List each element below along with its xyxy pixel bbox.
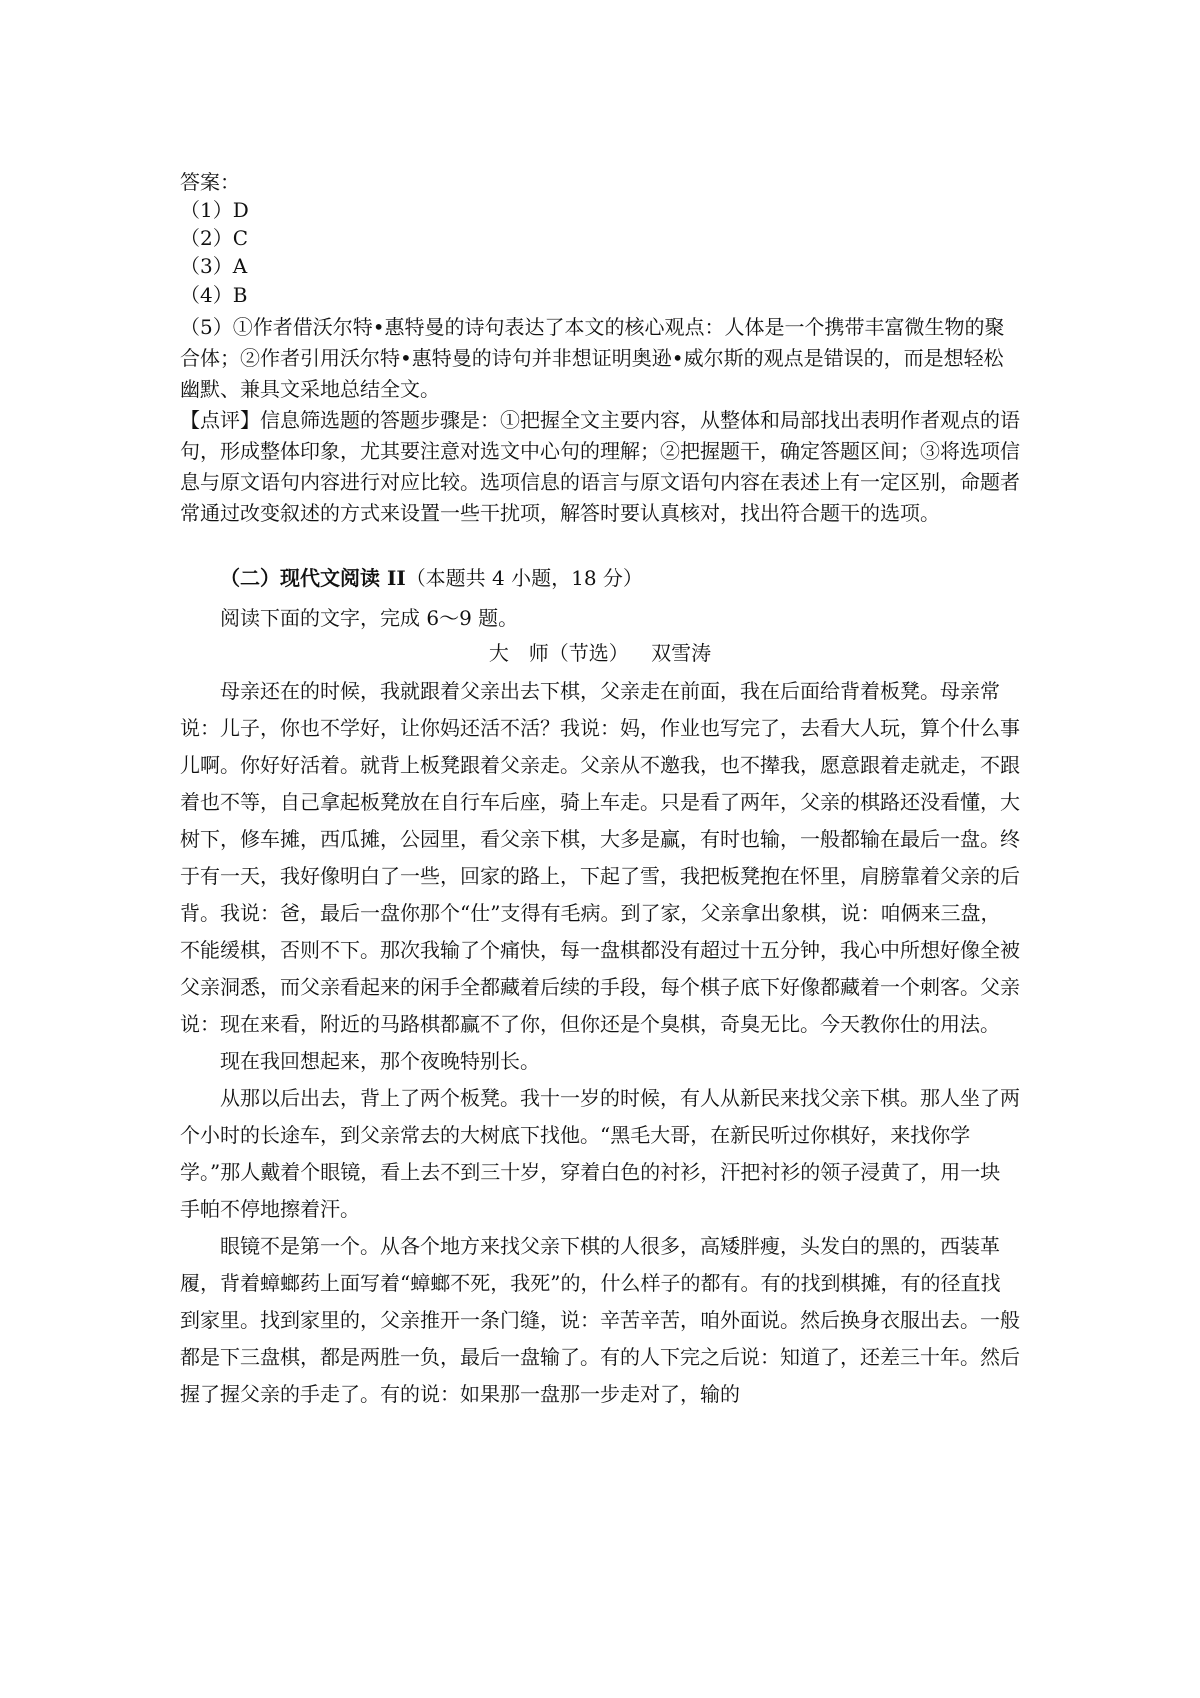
passage-paragraph: 眼镜不是第一个。从各个地方来找父亲下棋的人很多，高矮胖瘦，头发白的黑的，西装革履，背着蟑螂药上面写着“蟑螂不死，我死”的，什么样子的都有。有的找到棋摊，有的径直找到家里。找到家里的，父亲推开一条门缝，说：辛苦辛苦，咱外面说。然后换身衣服出去。一般都是下三盘棋，都是两胜一负，最后一盘输了。有的人下完之后说：知道了，还差三十年。然后握了握父亲的手走了。有的说：如果那一盘那一步走对了，输的	[180, 1234, 1020, 1406]
answer-block	[180, 312, 1020, 529]
answer-5: （5）①作者借沃尔特•惠特曼的诗句表达了本文的核心观点：人体是一个携带丰富微生物的聚合体；②作者引用沃尔特•惠特曼的诗句并非想证明奥逊•威尔斯的观点是错误的，而是想轻松幽默、兼具文采地总结全文。	[180, 315, 1005, 401]
answer-1: （1）D	[180, 198, 249, 222]
passage-paragraph: 从那以后出去，背上了两个板凳。我十一岁的时候，有人从新民来找父亲下棋。那人坐了两个小时的长途车，到父亲常去的大树底下找他。“黑毛大哥，在新民听过你棋好，来找你学学。”那人戴着个眼镜，看上去不到三十岁，穿着白色的衬衫，汗把衬衫的领子浸黄了，用一块手帕不停地擦着汗。	[180, 1086, 1020, 1221]
answer-heading: 答案：	[180, 170, 240, 194]
passage-author: 双雪涛	[651, 641, 712, 665]
passage-paragraph: 母亲还在的时候，我就跟着父亲出去下棋，父亲走在前面，我在后面给背着板凳。母亲常说：儿子，你也不学好，让你妈还活不活？我说：妈，作业也写完了，去看大人玩，算个什么事儿啊。你好好活着。就背上板凳跟着父亲走。父亲从不邀我，也不撵我，愿意跟着走就走，不跟着也不等，自己拿起板凳放在自行车后座，骑上车走。只是看了两年，父亲的棋路还没看懂，大树下，修车摊，西瓜摊，公园里，看父亲下棋，大多是赢，有时也输，一般都输在最后一盘。终于有一天，我好像明白了一些，回家的路上，下起了雪，我把板凳抱在怀里，肩膀靠着父亲的后背。我说：爸，最后一盘你那个“仕”支得有毛病。到了家，父亲拿出象棋，说：咱俩来三盘，不能缓棋，否则不下。那次我输了个痛快，每一盘棋都没有超过十五分钟，我心中所想好像全被父亲洞悉，而父亲看起来的闲手全都藏着后续的手段，每个棋子底下好像都藏着一个刺客。父亲说：现在来看，附近的马路棋都赢不了你，但你还是个臭棋，奇臭无比。今天教你仕的用法。	[180, 679, 1020, 1036]
answer-2: （2）C	[180, 226, 249, 250]
answer-4: （4）B	[180, 283, 248, 307]
section-heading-detail: （本题共 4 小题，18 分）	[405, 566, 643, 590]
passage-title-line	[180, 641, 1020, 665]
comment-paragraph: 【点评】信息筛选题的答题步骤是：①把握全文主要内容，从整体和局部找出表明作者观点的语句，形成整体印象，尤其要注意对选文中心句的理解；②把握题干，确定答题区间；③将选项信息与原文语句内容进行对应比较。选项信息的语言与原文语句内容在表述上有一定区别，命题者常通过改变叙述的方式来设置一些干扰项，解答时要认真核对，找出符合题干的选项。	[180, 408, 1020, 525]
passage-body	[180, 673, 1020, 1413]
passage-paragraph: 现在我回想起来，那个夜晚特别长。	[220, 1049, 540, 1073]
passage-title: 大 师（节选）	[488, 641, 629, 665]
answer-3: （3）A	[180, 254, 248, 278]
section-heading-title: （二）现代文阅读 II	[220, 566, 406, 590]
section-instruction: 阅读下面的文字，完成 6～9 题。	[220, 606, 519, 630]
section-heading	[220, 566, 643, 590]
